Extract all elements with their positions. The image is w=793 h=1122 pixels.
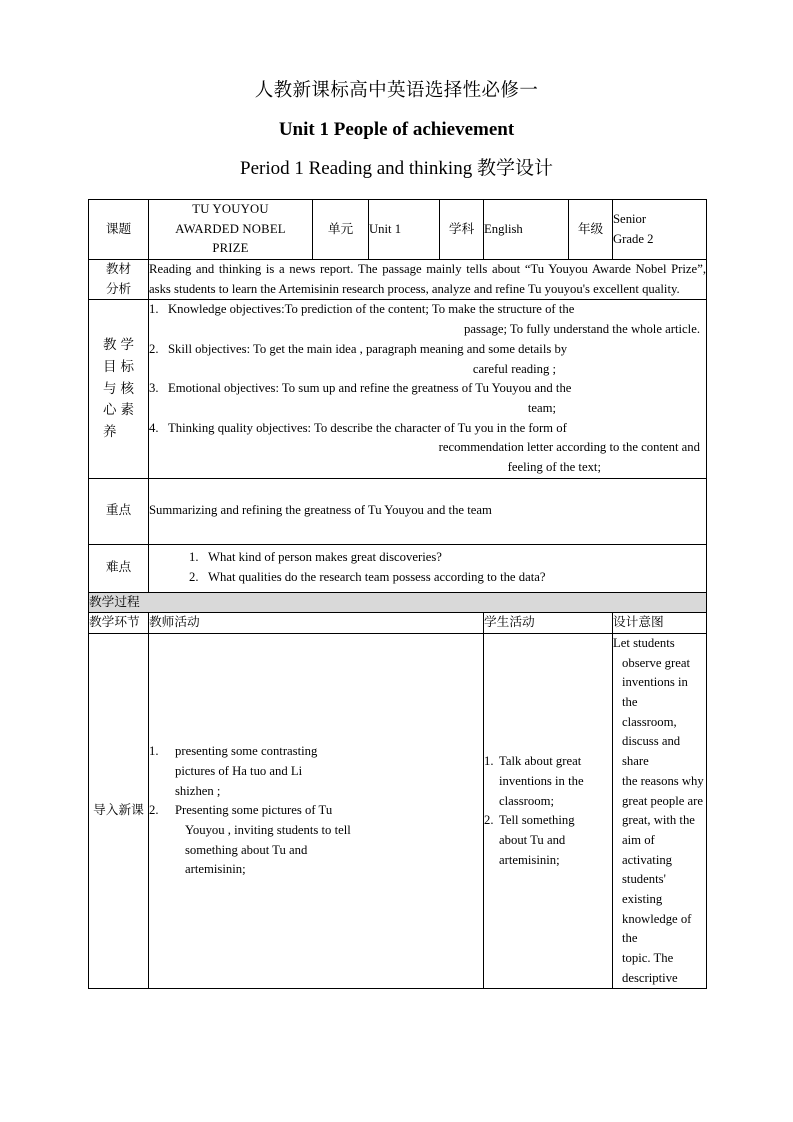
objective-item bbox=[149, 379, 706, 418]
objective-line-2: team; bbox=[527, 400, 556, 415]
teacher-activity-text bbox=[175, 801, 483, 880]
design-intent-line: descriptive bbox=[622, 970, 678, 985]
objective-line-2: passage; To fully understand the whole article. bbox=[464, 322, 700, 337]
student-activity-line: about Tu and bbox=[499, 832, 566, 847]
column-header-stage: 教学环节 bbox=[89, 613, 149, 634]
teacher-activity-cell bbox=[149, 634, 484, 989]
objective-item bbox=[149, 300, 706, 339]
difficult-point-list bbox=[149, 544, 707, 592]
objective-line-1: Emotional objectives: To sum up and refine the greatness of Tu Youyou and the bbox=[168, 381, 572, 396]
teacher-activity-line: pictures of Ha tuo and Li bbox=[175, 763, 303, 778]
topic-value-line2: AWARDED NOBEL bbox=[175, 221, 286, 236]
objectives-label-char-6: 心 bbox=[103, 402, 117, 418]
objectives-label-char-7: 素 bbox=[120, 402, 134, 418]
teacher-activity-text bbox=[175, 742, 483, 801]
table-row-difficult-point bbox=[89, 544, 707, 592]
design-intent-line: aim of activating bbox=[622, 832, 673, 867]
design-intent-line: great, with the bbox=[622, 813, 695, 828]
topic-value-line1: TU YOUYOU bbox=[192, 202, 269, 216]
topic-label: 课题 bbox=[89, 200, 149, 260]
table-row-process-band bbox=[89, 592, 707, 613]
objective-text bbox=[168, 300, 706, 339]
topic-value-line3: PRIZE bbox=[212, 241, 249, 256]
design-intent-cell bbox=[613, 634, 707, 989]
process-band-label: 教学过程 bbox=[89, 592, 707, 613]
grade-value-line1: Senior bbox=[613, 211, 647, 226]
student-activity-cell bbox=[484, 634, 613, 989]
objective-line-1: Skill objectives: To get the main idea , paragraph meaning and some details by bbox=[168, 341, 568, 356]
objective-line-2: recommendation letter according to the content and bbox=[438, 440, 700, 455]
student-activity-number: 1. bbox=[484, 754, 494, 769]
unit-label: 单元 bbox=[313, 200, 369, 260]
difficult-point-item bbox=[149, 548, 706, 568]
design-intent-line: classroom, bbox=[622, 714, 677, 729]
student-activity-item bbox=[484, 811, 612, 870]
key-point-text: Summarizing and refining the greatness of Tu Youyou and the team bbox=[149, 478, 707, 544]
lesson-plan-table bbox=[88, 199, 707, 989]
objectives-label-char-2: 目 bbox=[103, 358, 117, 374]
grade-value-line2: Grade 2 bbox=[613, 231, 654, 246]
design-intent-line: knowledge of the bbox=[622, 911, 692, 946]
table-row-process-headers bbox=[89, 613, 707, 634]
teacher-activity-item bbox=[149, 801, 483, 880]
grade-value bbox=[613, 200, 707, 260]
objective-item bbox=[149, 419, 706, 478]
page-title-chinese: 人教新课标高中英语选择性必修一 bbox=[254, 81, 539, 101]
page-title-period: Period 1 Reading and thinking 教学设计 bbox=[240, 158, 553, 179]
objective-number: 2. bbox=[149, 341, 159, 356]
difficult-point-text: What qualities do the research team possess according to the data? bbox=[208, 570, 546, 585]
student-activity-line: Tell something bbox=[499, 813, 575, 828]
objectives-label-char-1: 学 bbox=[120, 336, 134, 352]
student-activity-number: 2. bbox=[484, 813, 494, 828]
table-row-info bbox=[89, 200, 707, 260]
objectives-label-char-8: 养 bbox=[103, 424, 117, 440]
design-intent-line: the reasons why bbox=[622, 773, 704, 788]
objective-line-2: careful reading ; bbox=[472, 361, 556, 376]
key-point-label: 重点 bbox=[89, 478, 149, 544]
table-row-key-point bbox=[89, 478, 707, 544]
column-header-student: 学生活动 bbox=[484, 613, 613, 634]
objective-line-1: Knowledge objectives:To prediction of the content; To make the structure of the bbox=[168, 302, 575, 317]
objective-number: 4. bbox=[149, 420, 159, 435]
column-header-intent: 设计意图 bbox=[613, 613, 707, 634]
objectives-label-char-4: 与 bbox=[103, 380, 117, 396]
table-row-analysis bbox=[89, 260, 707, 300]
analysis-label-line2: 分析 bbox=[105, 281, 132, 296]
design-intent-line: Let students bbox=[613, 636, 675, 650]
objective-number: 1. bbox=[149, 302, 159, 317]
teacher-activity-line: something about Tu and bbox=[185, 842, 308, 857]
objectives-label-char-5: 核 bbox=[120, 380, 134, 396]
analysis-label bbox=[89, 260, 149, 300]
student-activity-line: classroom; bbox=[499, 793, 554, 808]
teacher-activity-line: artemisinin; bbox=[185, 862, 246, 877]
student-activity-text bbox=[499, 752, 612, 811]
teacher-activity-item bbox=[149, 742, 483, 801]
objectives-label-char-3: 标 bbox=[120, 358, 134, 374]
design-intent-line: discuss and share bbox=[622, 734, 681, 769]
objectives-label-char-0: 教 bbox=[103, 336, 117, 352]
table-row-objectives bbox=[89, 300, 707, 478]
teacher-activity-number: 2. bbox=[149, 803, 159, 818]
objective-text bbox=[168, 340, 706, 379]
difficult-point-number: 1. bbox=[189, 550, 199, 565]
analysis-label-line1: 教材 bbox=[105, 262, 132, 277]
objective-number: 3. bbox=[149, 381, 159, 396]
topic-value bbox=[149, 200, 313, 260]
design-intent-line: inventions in the bbox=[622, 675, 688, 710]
page-title-unit: Unit 1 People of achievement bbox=[278, 119, 515, 140]
process-stage-label: 导入新课 bbox=[89, 634, 149, 989]
student-activity-line: artemisinin; bbox=[499, 852, 560, 867]
objective-item bbox=[149, 340, 706, 379]
student-activity-line: Talk about great bbox=[499, 754, 582, 769]
objectives-label bbox=[89, 300, 149, 478]
subject-label: 学科 bbox=[440, 200, 484, 260]
table-row-process-content bbox=[89, 634, 707, 989]
difficult-point-number: 2. bbox=[189, 570, 199, 585]
objectives-list bbox=[149, 300, 707, 478]
student-activity-line: inventions in the bbox=[499, 773, 584, 788]
design-intent-line: great people are bbox=[622, 793, 704, 808]
student-activity-text bbox=[499, 811, 612, 870]
teacher-activity-line: shizhen ; bbox=[175, 783, 221, 798]
teacher-activity-line: Youyou , inviting students to tell bbox=[185, 823, 351, 838]
difficult-point-text: What kind of person makes great discoveries? bbox=[208, 550, 442, 565]
teacher-activity-line: Presenting some pictures of Tu bbox=[175, 803, 333, 818]
difficult-point-item bbox=[149, 568, 706, 588]
subject-value: English bbox=[484, 200, 569, 260]
teacher-activity-number: 1. bbox=[149, 744, 159, 759]
unit-value: Unit 1 bbox=[369, 200, 440, 260]
teacher-activity-line: presenting some contrasting bbox=[175, 744, 318, 759]
objective-line-1: Thinking quality objectives: To describe the character of Tu you in the form of bbox=[168, 420, 567, 435]
design-intent-line: topic. The bbox=[622, 951, 674, 965]
objective-text bbox=[168, 419, 706, 478]
difficult-point-label: 难点 bbox=[89, 544, 149, 592]
objective-text bbox=[168, 379, 706, 418]
design-intent-line: students' existing bbox=[622, 872, 666, 906]
document-titles bbox=[0, 74, 793, 187]
student-activity-item bbox=[484, 752, 612, 811]
column-header-teacher: 教师活动 bbox=[149, 613, 484, 634]
objective-line-3: feeling of the text; bbox=[507, 459, 601, 474]
grade-label: 年级 bbox=[569, 200, 613, 260]
analysis-text: Reading and thinking is a news report. The passage mainly tells about “Tu Youyou Awarde Nobel Prize”, asks students to learn the Artemisinin research process, analyze and refine Tu youyou's excellent quality. bbox=[149, 260, 707, 300]
design-intent-line: observe great bbox=[622, 655, 690, 670]
